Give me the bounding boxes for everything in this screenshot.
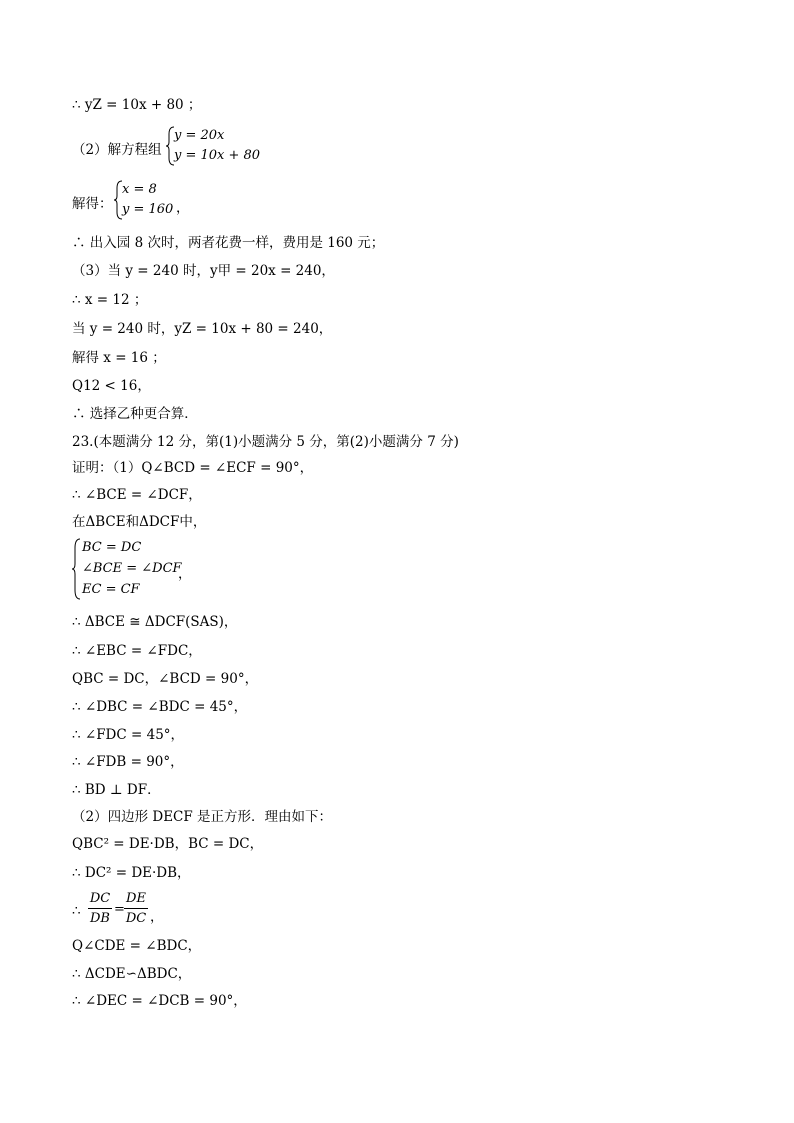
condition-ec-cf: EC = CF [82, 582, 140, 597]
fraction-equals: = [114, 902, 125, 917]
system-eq1: y = 20x [174, 128, 225, 143]
fraction-bar [88, 908, 112, 909]
system-eq2: y = 10x + 80 [174, 148, 261, 163]
line-12-lt-16: Q12 < 16， [72, 378, 151, 394]
line-fdb-90: ∴ ∠FDB = 90°， [72, 754, 184, 770]
line-x-16: 解得 x = 16 ； [72, 350, 166, 366]
line-part2-square: （2）四边形 DECF 是正方形．理由如下： [72, 809, 333, 825]
solution-system [72, 180, 272, 222]
line-ebc-fdc: ∴ ∠EBC = ∠FDC， [72, 643, 202, 659]
fraction-dc-db [88, 891, 112, 926]
solution-comma: ， [176, 200, 190, 216]
line-in-triangles: 在ΔBCE和ΔDCF中， [72, 514, 207, 530]
line-conclusion-8-times: ∴ 出入园 8 次时，两者花费一样，费用是 160 元； [72, 235, 385, 251]
fraction-comma: ， [150, 909, 164, 925]
fraction-denominator: DB [90, 911, 110, 926]
line-congruent-sas: ∴ ΔBCE ≅ ΔDCF(SAS)， [72, 614, 238, 630]
line-choose-yi: ∴ 选择乙种更合算． [72, 406, 198, 422]
fraction-numerator: DE [126, 891, 146, 906]
fraction-bar [124, 908, 148, 909]
solution-label: 解得： [72, 196, 113, 212]
line-x-12: ∴ x = 12 ； [72, 292, 148, 308]
congruence-conditions [72, 538, 272, 600]
line-y-yi-equation: ∴ yZ = 10x + 80 ； [72, 97, 202, 113]
solution-eq2: y = 160 [122, 202, 174, 217]
fraction-numerator: DC [89, 891, 111, 906]
line-dc-squared: ∴ DC² = DE·DB， [72, 865, 191, 881]
line-45-degrees: ∴ ∠DBC = ∠BDC = 45°， [72, 699, 248, 715]
left-brace-icon [72, 538, 82, 600]
line-dec-dcb-90: ∴ ∠DEC = ∠DCB = 90°， [72, 993, 247, 1009]
line-similar-triangles: ∴ ΔCDE∽ΔBDC， [72, 966, 192, 982]
fraction-denominator: DC [125, 911, 147, 926]
condition-angle: ∠BCE = ∠DCF [82, 561, 182, 576]
line-angle-bce-dcf: ∴ ∠BCE = ∠DCF， [72, 487, 202, 503]
part2-label: （2）解方程组 [72, 142, 162, 158]
condition-bc-dc: BC = DC [82, 540, 142, 555]
line-bd-perp-df: ∴ BD ⊥ DF． [72, 782, 161, 798]
line-proof-start: 证明：（1）Q∠BCD = ∠ECF = 90°， [72, 460, 314, 476]
line-fdc-45: ∴ ∠FDC = 45°， [72, 727, 185, 743]
line-part3-yjia: （3）当 y = 240 时，y甲 = 20x = 240， [72, 263, 335, 279]
condition-comma: ， [178, 566, 192, 582]
line-bc-dc-90: QBC = DC，∠BCD = 90°， [72, 671, 259, 687]
question-23-header: 23.(本题满分 12 分，第(1)小题满分 5 分，第(2)小题满分 7 分) [72, 434, 459, 450]
solution-eq1: x = 8 [122, 182, 157, 197]
line-cde-bdc: Q∠CDE = ∠BDC， [72, 938, 202, 954]
fraction-ratio-line [72, 891, 192, 929]
fraction-de-dc [124, 891, 148, 926]
line-bc-squared: QBC² = DE·DB，BC = DC， [72, 836, 264, 852]
equation-system-part2 [72, 126, 332, 168]
line-yi-240: 当 y = 240 时，yZ = 10x + 80 = 240， [72, 321, 333, 337]
fraction-prefix: ∴ [72, 903, 81, 919]
